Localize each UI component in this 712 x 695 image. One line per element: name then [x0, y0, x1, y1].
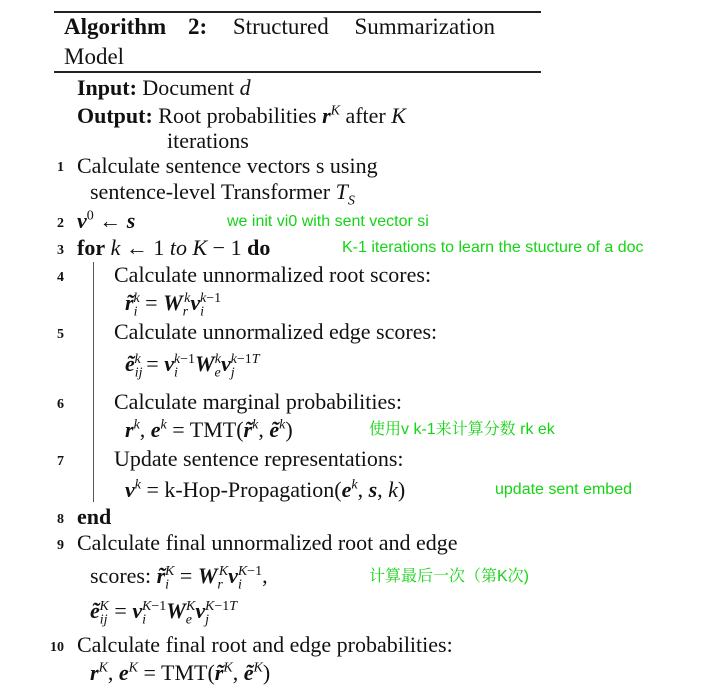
title-word-summarization: Summarization [354, 14, 495, 39]
title-word-model: Model [64, 44, 125, 69]
line-number-6: 6 [57, 397, 64, 412]
step-5-text: Calculate unnormalized edge scores: [114, 319, 438, 344]
step-7-text: Update sentence representations: [114, 446, 404, 471]
annotation-init: we init vi0 with sent vector si [227, 213, 429, 230]
annotation-iterations: K-1 iterations to learn the stucture of a doc [342, 239, 644, 256]
line-number-1: 1 [57, 160, 64, 175]
step-2-text: $v^0$ ← s [77, 208, 136, 233]
algorithm-title [64, 14, 495, 40]
step-1-text: Calculate sentence vectors s using [77, 153, 378, 178]
algorithm-label: Algorithm [64, 14, 167, 39]
top-rule [54, 11, 541, 13]
output-label: Output: [77, 103, 153, 128]
step-6-formula: $r^k$, $e^k$ = TMT(r̃$^k$, ẽ$^k$) [125, 417, 293, 442]
step-7-formula: $v^k$ = $k-Hop-Propagation(e^k$, s, k) [125, 477, 406, 502]
annotation-update: update sent embed [495, 481, 632, 498]
step-4-text: Calculate unnormalized root scores: [114, 262, 432, 287]
loop-indent-line [93, 262, 94, 502]
line-number-10: 10 [50, 640, 64, 655]
step-1-cont: sentence-level Transformer $T_S$ [90, 179, 355, 209]
input-line [77, 75, 251, 101]
step-10-formula: $r^K$, $e^K$ = TMT(r̃$^K$, ẽ$^K$) [90, 660, 271, 685]
output-line [77, 103, 406, 129]
step-3-text: for k ← 1 to K − 1 do [77, 235, 271, 260]
step-5-formula: ẽ$_{ij}^k$ = $v_i^{k-1}W_e^kv_j^{k-1T}$ [125, 351, 260, 381]
annotation-final: 计算最后一次（第K次) [369, 568, 530, 585]
line-number-5: 5 [57, 327, 64, 342]
annotation-marginal: 使用v k-1来计算分数 rk ek [369, 421, 555, 438]
line-number-2: 2 [57, 216, 64, 231]
line-number-4: 4 [57, 270, 64, 285]
step-9-formula-1: scores: $r̃_i^K = W_r^Kv_i^{K-1}$, [90, 563, 268, 593]
title-rule [54, 71, 541, 73]
step-6-text: Calculate marginal probabilities: [114, 389, 402, 414]
step-8-text: end [77, 504, 112, 529]
line-number-3: 3 [57, 243, 64, 258]
output-text-cont: iterations [167, 128, 249, 153]
line-number-7: 7 [57, 454, 64, 469]
output-text: Root probabilities $r^K$ after K [158, 103, 406, 128]
input-label: Input: [77, 75, 137, 100]
step-9-formula-2: ẽ$_{ij}^K$ = $v_i^{K-1}W_e^Kv_j^{K-1T}$ [90, 598, 238, 628]
step-10-text: Calculate final root and edge probabilities: [77, 632, 453, 657]
line-number-8: 8 [57, 512, 64, 527]
line-number-9: 9 [57, 538, 64, 553]
step-4-formula: $r̃_i^k = W_r^kv_i^{k-1}$ [125, 290, 222, 320]
input-text: Document d [142, 75, 251, 100]
title-word-structured: Structured [232, 14, 329, 39]
step-9-text: Calculate final unnormalized root and edge [77, 530, 458, 555]
algorithm-number: 2: [187, 14, 208, 39]
